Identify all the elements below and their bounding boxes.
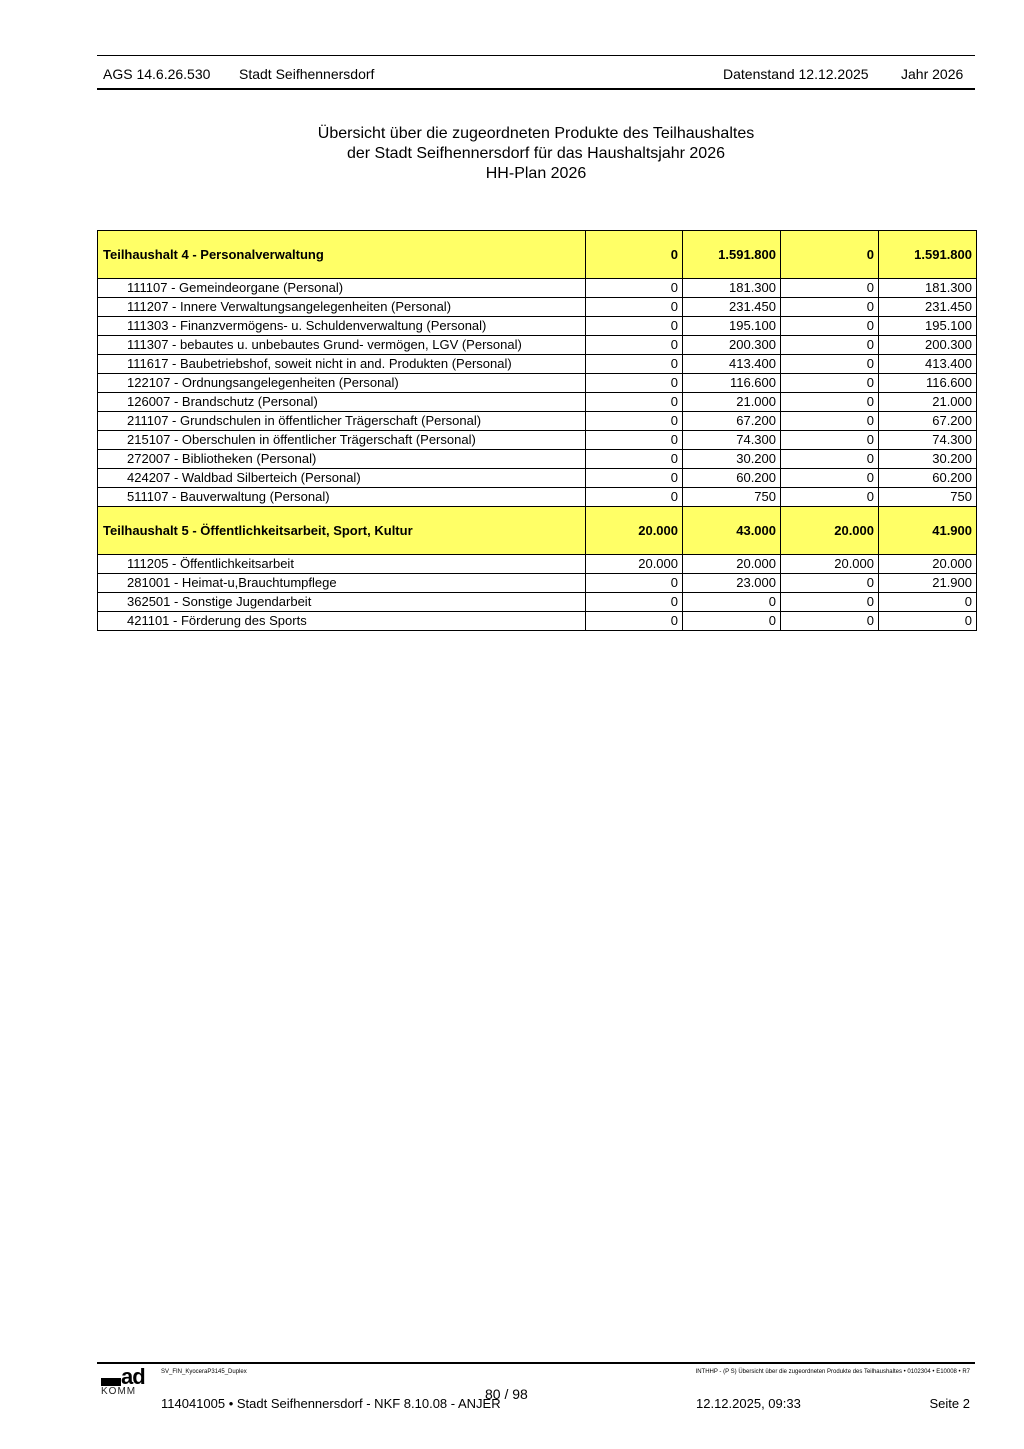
product-label: 211107 - Grundschulen in öffentlicher Trägerschaft (Personal) [98,412,586,431]
logo-bar [101,1378,121,1386]
product-value-3: 0 [781,393,879,412]
product-value-2: 60.200 [683,469,781,488]
product-value-1: 0 [586,431,683,450]
product-value-3: 0 [781,355,879,374]
product-value-2: 181.300 [683,279,781,298]
product-value-4: 74.300 [879,431,977,450]
product-value-4: 67.200 [879,412,977,431]
product-row [98,374,977,393]
product-value-3: 0 [781,431,879,450]
product-label: 111303 - Finanzvermögens- u. Schuldenverwaltung (Personal) [98,317,586,336]
product-value-3: 0 [781,336,879,355]
product-value-4: 750 [879,488,977,507]
product-label: 111207 - Innere Verwaltungsangelegenheiten (Personal) [98,298,586,317]
group-value-4: 1.591.800 [879,231,977,279]
product-value-1: 0 [586,612,683,631]
product-value-1: 0 [586,488,683,507]
footer-system-info: 114041005 • Stadt Seifhennersdorf - NKF 8.10.08 - ANJER [161,1396,501,1411]
logo-komm-text: KOMM [101,1386,137,1397]
group-row [98,231,977,279]
product-value-2: 23.000 [683,574,781,593]
product-value-1: 0 [586,593,683,612]
product-row [98,393,977,412]
budget-year: Jahr 2026 [901,66,964,82]
product-value-2: 0 [683,593,781,612]
product-row [98,612,977,631]
product-value-1: 0 [586,574,683,593]
product-row [98,336,977,355]
group-value-4: 41.900 [879,507,977,555]
product-row [98,555,977,574]
product-label: 126007 - Brandschutz (Personal) [98,393,586,412]
product-value-1: 20.000 [586,555,683,574]
product-value-1: 0 [586,355,683,374]
title-line-2: der Stadt Seifhennersdorf für das Haushaltsjahr 2026 [346,145,725,162]
product-label: 111617 - Baubetriebshof, soweit nicht in and. Produkten (Personal) [98,355,586,374]
product-value-3: 0 [781,412,879,431]
group-row [98,507,977,555]
product-value-1: 0 [586,450,683,469]
report-id: INTHHP - (P S) Übersicht über die zugeordneten Produkte des Teilhaushaltes • 0102304 • E10008 • R7 [695,1369,970,1375]
product-value-2: 750 [683,488,781,507]
product-value-1: 0 [586,298,683,317]
group-value-3: 20.000 [781,507,879,555]
data-status-date: Datenstand 12.12.2025 [723,66,869,82]
page-title [97,124,975,184]
product-value-1: 0 [586,317,683,336]
group-label: Teilhaushalt 4 - Personalverwaltung [98,231,586,279]
product-value-4: 21.900 [879,574,977,593]
group-value-2: 1.591.800 [683,231,781,279]
product-row [98,412,977,431]
product-value-2: 413.400 [683,355,781,374]
product-value-3: 0 [781,450,879,469]
product-value-2: 20.000 [683,555,781,574]
group-label: Teilhaushalt 5 - Öffentlichkeitsarbeit, Sport, Kultur [98,507,586,555]
product-label: 511107 - Bauverwaltung (Personal) [98,488,586,507]
product-row [98,317,977,336]
product-value-1: 0 [586,374,683,393]
page-count: 80 / 98 [485,1386,528,1402]
ags-code: AGS 14.6.26.530 [103,66,211,82]
title-line-1: Übersicht über die zugeordneten Produkte des Teilhaushaltes [317,125,755,142]
product-value-4: 30.200 [879,450,977,469]
product-row [98,450,977,469]
product-value-4: 200.300 [879,336,977,355]
product-value-3: 0 [781,317,879,336]
footer-rule [97,1362,975,1364]
product-table [97,230,977,631]
product-value-3: 20.000 [781,555,879,574]
product-row [98,431,977,450]
product-label: 111307 - bebautes u. unbebautes Grund- vermögen, LGV (Personal) [98,336,586,355]
product-value-4: 21.000 [879,393,977,412]
footer-page-number: Seite 2 [929,1396,970,1411]
product-value-4: 0 [879,593,977,612]
title-line-3: HH-Plan 2026 [485,165,587,182]
printer-name: SV_FIN_KyoceraP3145_Duplex [161,1369,247,1375]
product-value-2: 231.450 [683,298,781,317]
group-value-1: 0 [586,231,683,279]
product-value-2: 21.000 [683,393,781,412]
product-value-2: 67.200 [683,412,781,431]
group-value-1: 20.000 [586,507,683,555]
product-value-1: 0 [586,336,683,355]
product-row [98,469,977,488]
product-row [98,298,977,317]
product-row [98,593,977,612]
product-value-4: 181.300 [879,279,977,298]
product-table-body [98,231,977,631]
product-value-2: 200.300 [683,336,781,355]
product-value-3: 0 [781,469,879,488]
product-row [98,488,977,507]
product-value-1: 0 [586,393,683,412]
group-value-3: 0 [781,231,879,279]
product-value-4: 0 [879,612,977,631]
product-value-1: 0 [586,469,683,488]
product-value-1: 0 [586,279,683,298]
footer-datetime: 12.12.2025, 09:33 [696,1396,801,1411]
product-value-3: 0 [781,593,879,612]
product-value-3: 0 [781,488,879,507]
product-label: 272007 - Bibliotheken (Personal) [98,450,586,469]
product-value-3: 0 [781,574,879,593]
city-name: Stadt Seifhennersdorf [239,66,375,82]
header-rule-bottom [97,88,975,90]
product-value-1: 0 [586,412,683,431]
product-value-3: 0 [781,612,879,631]
product-label: 215107 - Oberschulen in öffentlicher Trägerschaft (Personal) [98,431,586,450]
product-value-2: 195.100 [683,317,781,336]
product-value-4: 231.450 [879,298,977,317]
product-value-3: 0 [781,298,879,317]
product-value-4: 195.100 [879,317,977,336]
product-value-4: 20.000 [879,555,977,574]
product-row [98,574,977,593]
product-value-4: 413.400 [879,355,977,374]
logo-ad-text: ad [121,1364,145,1389]
adkomm-logo [101,1364,155,1398]
product-value-2: 30.200 [683,450,781,469]
product-label: 111205 - Öffentlichkeitsarbeit [98,555,586,574]
product-value-3: 0 [781,374,879,393]
product-label: 421101 - Förderung des Sports [98,612,586,631]
product-row [98,279,977,298]
header-rule-top [97,55,975,56]
product-label: 111107 - Gemeindeorgane (Personal) [98,279,586,298]
product-value-3: 0 [781,279,879,298]
product-value-2: 0 [683,612,781,631]
group-value-2: 43.000 [683,507,781,555]
product-label: 122107 - Ordnungsangelegenheiten (Personal) [98,374,586,393]
product-value-4: 60.200 [879,469,977,488]
product-label: 424207 - Waldbad Silberteich (Personal) [98,469,586,488]
product-value-4: 116.600 [879,374,977,393]
product-label: 281001 - Heimat-u,Brauchtumpflege [98,574,586,593]
product-label: 362501 - Sonstige Jugendarbeit [98,593,586,612]
product-value-2: 116.600 [683,374,781,393]
product-row [98,355,977,374]
product-value-2: 74.300 [683,431,781,450]
